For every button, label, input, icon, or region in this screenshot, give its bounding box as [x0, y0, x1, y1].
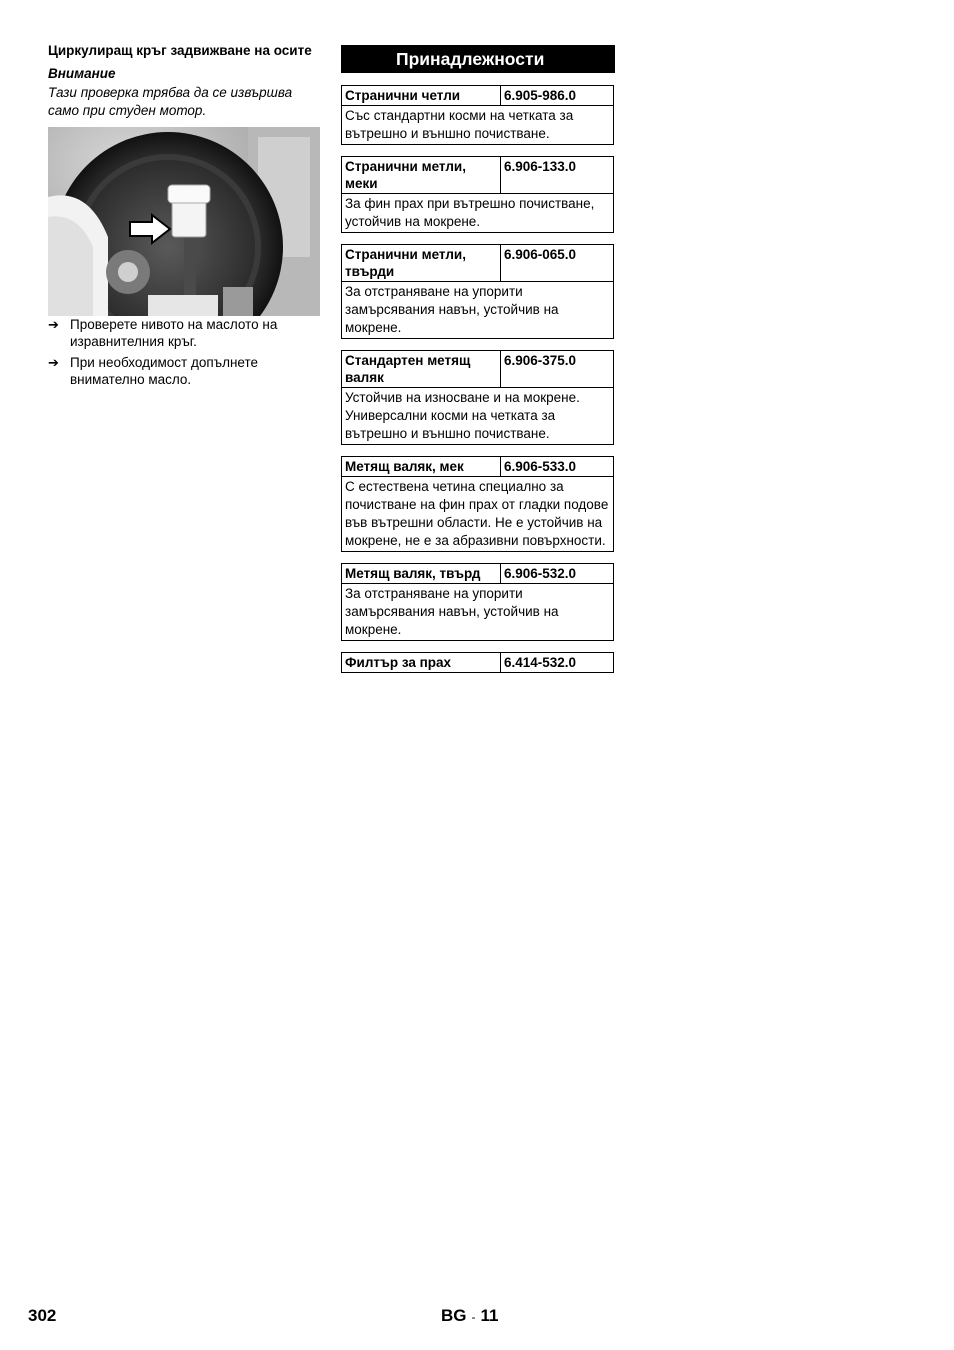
section-page-label: [441, 1306, 498, 1326]
accessory-table: [341, 244, 614, 339]
accessory-code: 6.906-375.0: [501, 351, 614, 388]
accessory-description: За отстраняване на упорити замърсявания навън, устойчив на мокрене.: [342, 584, 614, 641]
accessory-name: Странични метли, меки: [342, 157, 501, 194]
accessory-code: 6.906-065.0: [501, 245, 614, 282]
arrow-right-icon: ➔: [48, 355, 59, 370]
accessory-code: 6.906-532.0: [501, 564, 614, 584]
accessory-code: 6.906-533.0: [501, 457, 614, 477]
page-number: 302: [28, 1306, 57, 1325]
accessory-name: Метящ валяк, твърд: [342, 564, 501, 584]
accessories-heading: Принадлежности: [341, 45, 615, 73]
accessory-table: [341, 350, 614, 445]
instruction-list: [48, 316, 320, 388]
accessory-table: [341, 652, 614, 673]
accessory-code: 6.414-532.0: [501, 653, 614, 673]
oil-reservoir-photo: [48, 127, 320, 316]
arrow-right-icon: ➔: [48, 317, 59, 332]
list-item: ➔ Проверете нивото на маслото на изравнителния кръг.: [48, 317, 278, 349]
separator: -: [471, 1310, 476, 1324]
section-title: Циркулиращ кръг задвижване на осите: [48, 43, 312, 58]
caution-label: Внимание: [48, 66, 116, 81]
accessory-table: [341, 85, 614, 145]
accessory-description: Със стандартни косми на четката за вътрешно и външно почистване.: [342, 106, 614, 145]
accessory-description: С естествена четина специално за почистване на фин прах от гладки подове във вътрешни области. Не е устойчив на мокрене, не е за абразивни повърхности.: [342, 477, 614, 552]
section-page-number: 11: [480, 1306, 499, 1325]
accessory-table: [341, 563, 614, 641]
left-column: [48, 42, 320, 392]
accessory-description: Устойчив на износване и на мокрене. Универсални косми на четката за вътрешно и външно почистване.: [342, 388, 614, 445]
list-item: ➔ При необходимост допълнете внимателно масло.: [48, 355, 259, 387]
accessory-description: За отстраняване на упорити замърсявания навън, устойчив на мокрене.: [342, 282, 614, 339]
accessory-name: Метящ валяк, мек: [342, 457, 501, 477]
language-code: BG: [441, 1306, 467, 1325]
accessory-name: Филтър за прах: [342, 653, 501, 673]
accessory-name: Стандартен метящ валяк: [342, 351, 501, 388]
accessory-code: 6.905-986.0: [501, 86, 614, 106]
accessory-code: 6.906-133.0: [501, 157, 614, 194]
accessories-column: [341, 45, 615, 684]
accessory-table: [341, 456, 614, 552]
accessory-description: За фин прах при вътрешно почистване, устойчив на мокрене.: [342, 194, 614, 233]
accessory-name: Странични метли, твърди: [342, 245, 501, 282]
caution-text: Тази проверка трябва да се извършва само при студен мотор.: [48, 85, 293, 118]
accessory-table: [341, 156, 614, 233]
accessory-name: Странични четли: [342, 86, 501, 106]
